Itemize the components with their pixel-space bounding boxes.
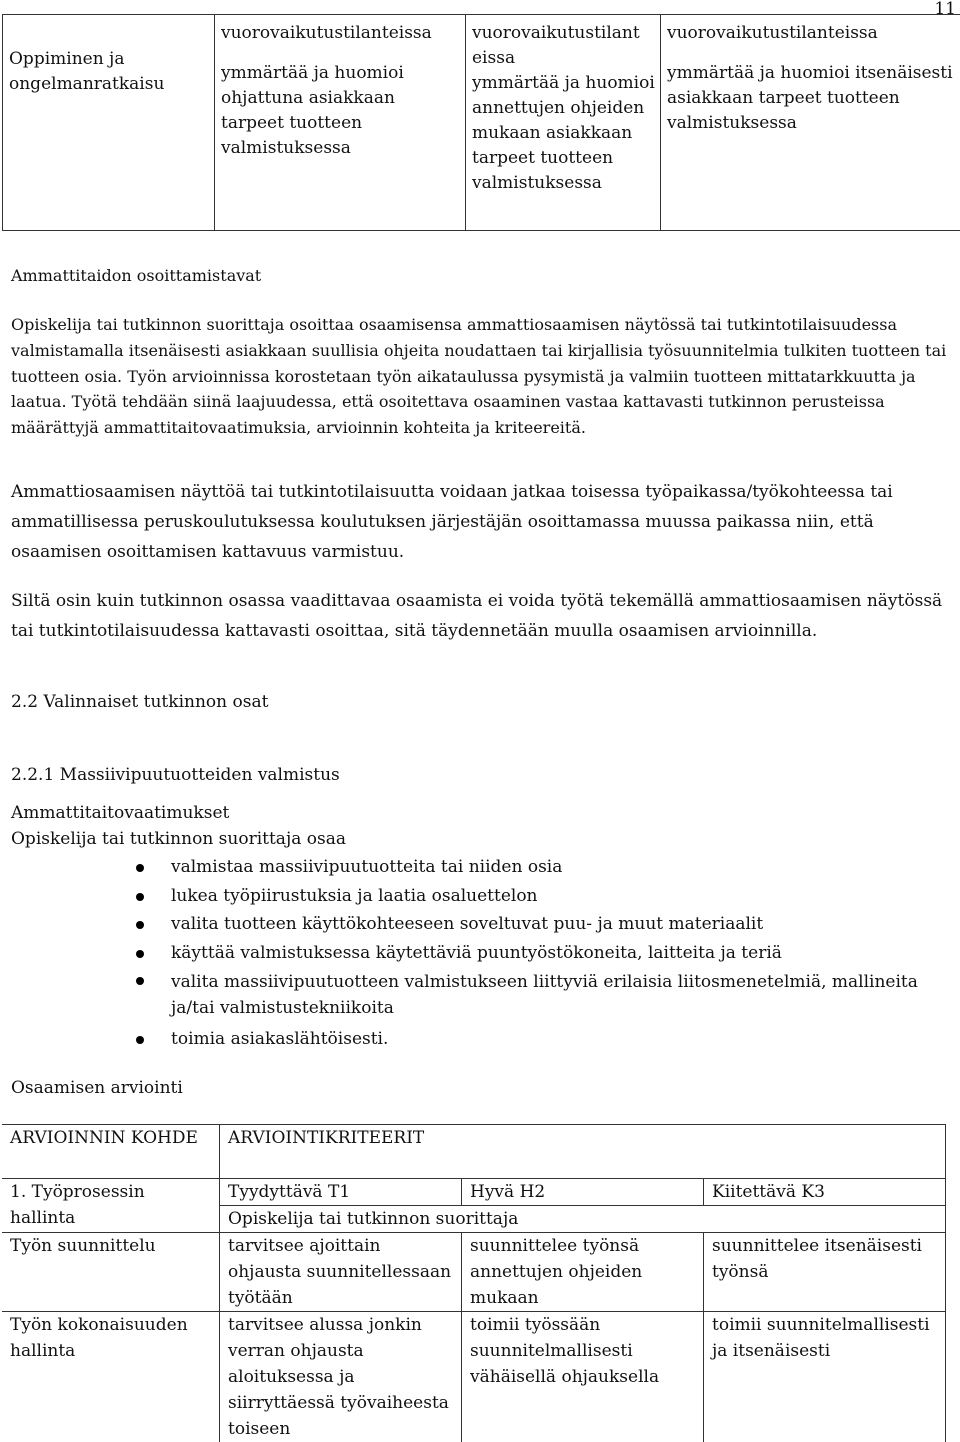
criteria-text: vuorovaikutustilanteissa [667,21,960,46]
list-item-text: käyttää valmistuksessa käytettäviä puuntyöstökoneita, laitteita ja teriä [171,943,782,963]
list-item [0,882,931,911]
criteria-t1: tarvitsee ajoittain ohjausta suunnitellessaan työtään [220,1233,462,1312]
proof-paragraph: Siltä osin kuin tutkinnon osassa vaadittavaa osaamista ei voida työtä tekemällä ammattiosaamisen näytössä tai tutkintotilaisuudessa kattavasti osoittaa, sitä täydennetään muulla osaamisen arvioinnilla. [11,586,945,646]
bullet-icon [136,864,144,872]
criteria-cell-t1 [215,15,466,231]
criteria-text: ymmärtää ja huomioi annettujen ohjeiden mukaan asiakkaan tarpeet tuotteen valmistuksessa [472,71,656,196]
subsection-heading: 2.2.1 Massiivipuutuotteiden valmistus [11,762,340,788]
requirements-intro: Opiskelija tai tutkinnon suorittaja osaa [11,826,346,852]
list-item-text: valita massiivipuutuotteen valmistukseen liittyviä erilaisia liitosmenetelmiä, mallineita ja/tai valmistustekniikoita [171,972,918,1018]
criteria-k3: suunnittelee itsenäisesti työnsä [704,1233,946,1312]
list-item-text: valita tuotteen käyttökohteeseen soveltuvat puu- ja muut materiaalit [171,914,763,934]
header-target: ARVIOINNIN KOHDE [2,1125,220,1179]
criteria-text: vuorovaikutustilanteissa [221,21,461,46]
list-item [0,1025,931,1054]
list-item-text: lukea työpiirustuksia ja laatia osaluettelon [171,886,538,906]
row-label-cell [3,15,215,231]
subject-label: Opiskelija tai tutkinnon suorittaja [220,1206,946,1233]
requirements-heading: Ammattitaitovaatimukset [11,800,229,826]
group-label: 1. Työprosessin hallinta [2,1179,220,1233]
table-row [2,1233,946,1312]
proof-paragraph: Ammattiosaamisen näyttöä tai tutkintotilaisuutta voidaan jatkaa toisessa työpaikassa/työkohteessa tai ammatillisessa peruskoulutuksessa koulutuksen järjestäjän osoittamassa muussa paikassa niin, että osaamisen osoittamisen kattavuus varmistuu. [11,477,945,567]
bullet-icon [136,1036,144,1044]
row-label: Oppiminen ja ongelmanratkaisu [9,47,210,97]
criteria-cell-k3 [661,15,960,231]
assessment-heading: Osaamisen arviointi [11,1075,183,1101]
header-criteria: ARVIOINTIKRITEERIT [220,1125,946,1179]
grade-t1: Tyydyttävä T1 [220,1179,462,1206]
skills-list [0,853,931,1054]
bullet-icon [136,893,144,901]
list-item [0,853,931,882]
criteria-text: ymmärtää ja huomioi ohjattuna asiakkaan tarpeet tuotteen valmistuksessa [221,61,461,161]
bullet-icon [136,921,144,929]
bullet-icon [136,977,144,985]
page-number: 11 [934,0,956,18]
grade-h2: Hyvä H2 [462,1179,704,1206]
criteria-cell-h2 [466,15,661,231]
criteria-h2: toimii työssään suunnitelmallisesti vähäisellä ohjauksella [462,1312,704,1442]
learning-criteria-table [2,14,960,231]
grade-k3: Kiitettävä K3 [704,1179,946,1206]
list-item-text: toimia asiakaslähtöisesti. [171,1029,388,1049]
criteria-h2: suunnittelee työnsä annettujen ohjeiden mukaan [462,1233,704,1312]
list-item-text: valmistaa massiivipuutuotteita tai niiden osia [171,857,562,877]
criteria-text: ymmärtää ja huomioi itsenäisesti asiakkaan tarpeet tuotteen valmistuksessa [667,61,960,136]
target-label: Työn kokonaisuuden hallinta [2,1312,220,1442]
table-row [2,1312,946,1442]
criteria-t1: tarvitsee alussa jonkin verran ohjausta aloituksessa ja siirryttäessä työvaiheesta toiseen [220,1312,462,1442]
criteria-text: vuorovaikutustilant eissa [472,21,656,71]
list-item [0,967,931,1021]
target-label: Työn suunnittelu [2,1233,220,1312]
list-item [0,939,931,968]
proof-paragraph: Opiskelija tai tutkinnon suorittaja osoittaa osaamisensa ammattiosaamisen näytössä tai tutkintotilaisuudessa valmistamalla itsenäisesti asiakkaan suullisia ohjeita noudattaen tai kirjallisia työsuunnitelmia tulkiten tuotteen tai tuotteen osia. Työn arvioinnissa korostetaan työn aikataulussa pysymistä ja valmiin tuotteen mittatarkkuutta ja laatua. Työtä tehdään siinä laajuudessa, että osoitettava osaaminen vastaa kattavasti tutkinnon perusteissa määrättyjä ammattitaitovaatimuksia, arvioinnin kohteita ja kriteereitä. [11,312,951,441]
bullet-icon [136,950,144,958]
criteria-k3: toimii suunnitelmallisesti ja itsenäisesti [704,1312,946,1442]
assessment-criteria-table [2,1124,946,1442]
section-heading: 2.2 Valinnaiset tutkinnon osat [11,689,268,715]
list-item [0,910,931,939]
proof-heading: Ammattitaidon osoittamistavat [11,264,261,288]
